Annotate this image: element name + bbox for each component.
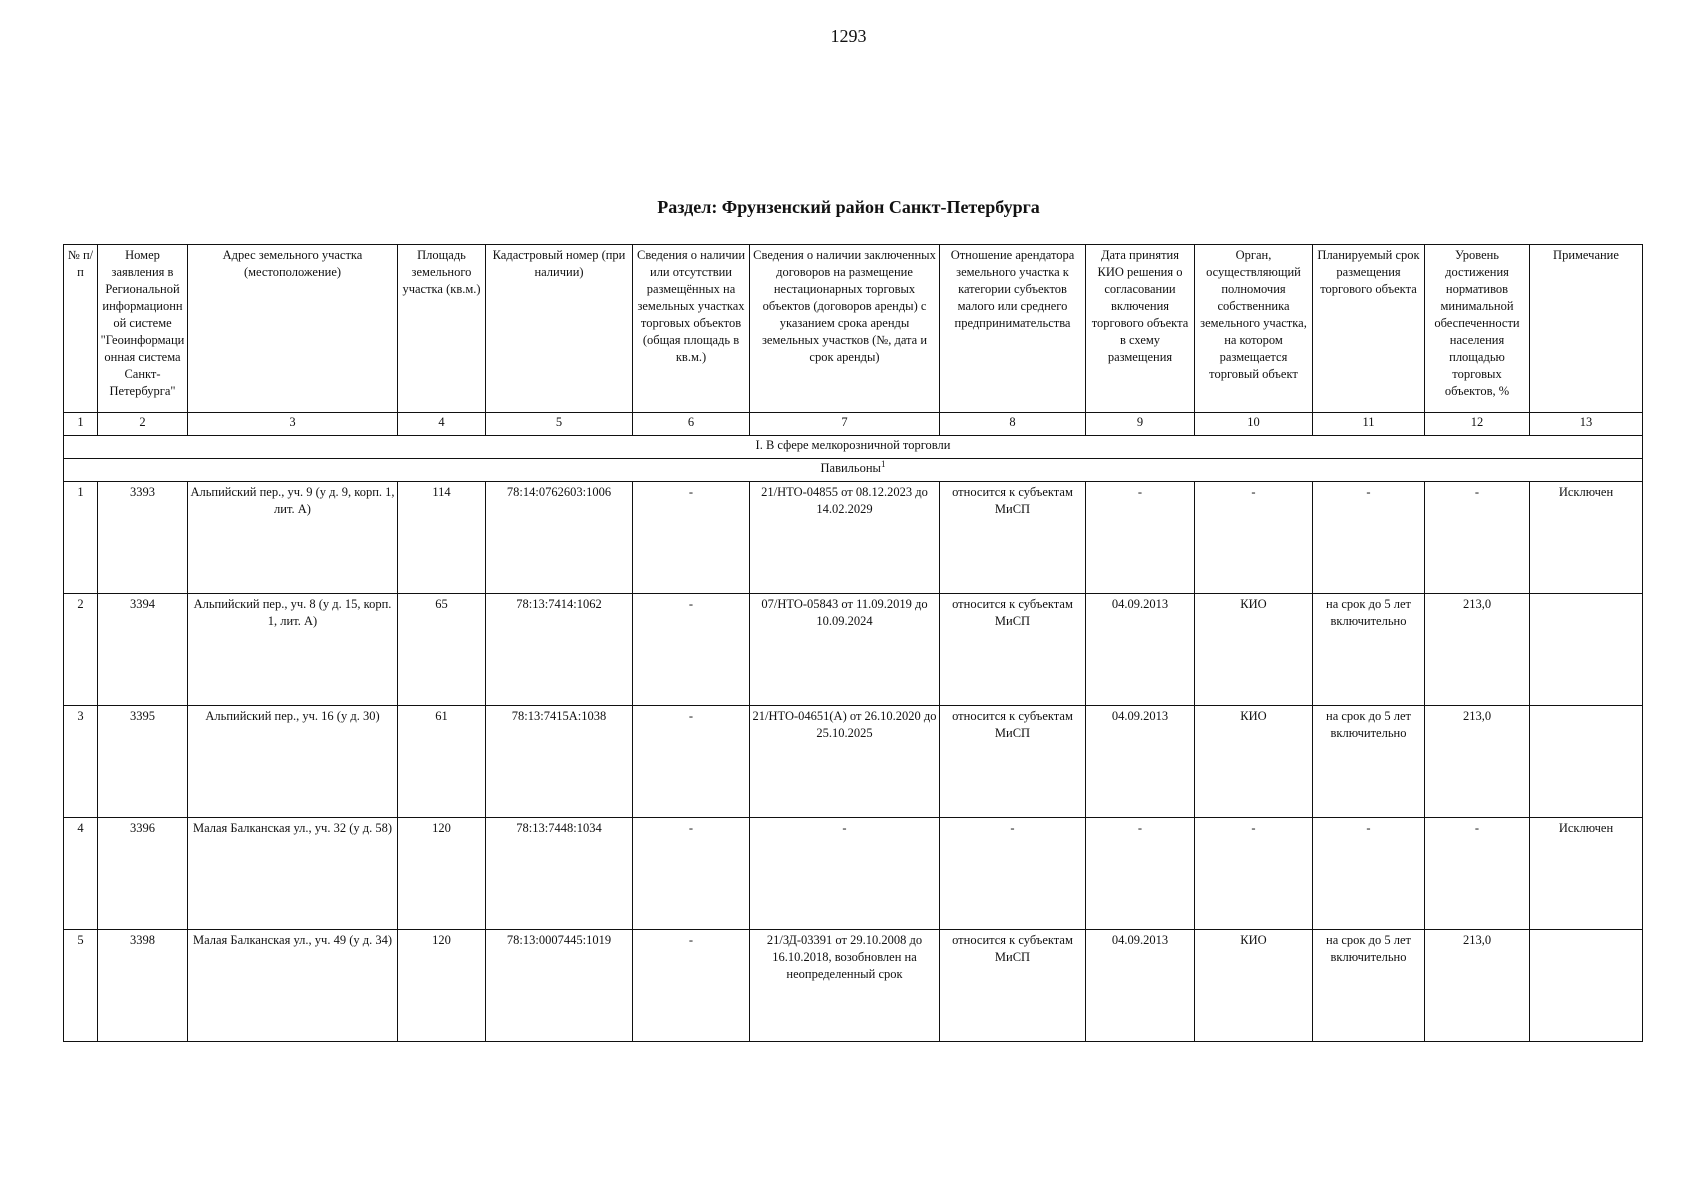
column-number: 12 bbox=[1425, 413, 1530, 436]
column-number: 7 bbox=[750, 413, 940, 436]
cell-note bbox=[1530, 706, 1643, 818]
cell-authority: КИО bbox=[1195, 594, 1313, 706]
cell-address: Малая Балканская ул., уч. 32 (у д. 58) bbox=[188, 818, 398, 930]
cell-provision-level: - bbox=[1425, 482, 1530, 594]
cell-approval-date: 04.09.2013 bbox=[1086, 594, 1195, 706]
header-row bbox=[64, 245, 1643, 413]
subcategory-cell bbox=[64, 459, 1643, 482]
cell-placement-term: - bbox=[1313, 818, 1425, 930]
cell-cadastral-number: 78:13:7414:1062 bbox=[486, 594, 633, 706]
column-number: 4 bbox=[398, 413, 486, 436]
header-cell: Номер заявления в Региональной информационной системе "Геоинформационная система Санкт-Петербурга" bbox=[98, 245, 188, 413]
cell-contract-info: - bbox=[750, 818, 940, 930]
cell-provision-level: - bbox=[1425, 818, 1530, 930]
column-number: 9 bbox=[1086, 413, 1195, 436]
cell-contract-info: 07/НТО-05843 от 11.09.2019 до 10.09.2024 bbox=[750, 594, 940, 706]
header-cell: Уровень достижения нормативов минимальной обеспеченности населения площадью торговых объектов, % bbox=[1425, 245, 1530, 413]
table-row bbox=[64, 818, 1643, 930]
cell-cadastral-number: 78:13:0007445:1019 bbox=[486, 930, 633, 1042]
header-cell: Сведения о наличии или отсутствии размещённых на земельных участках торговых объектов (общая площадь в кв.м.) bbox=[633, 245, 750, 413]
cell-application-number: 3394 bbox=[98, 594, 188, 706]
column-number: 5 bbox=[486, 413, 633, 436]
cell-provision-level: 213,0 bbox=[1425, 594, 1530, 706]
trade-objects-table bbox=[63, 244, 1643, 1042]
cell-application-number: 3396 bbox=[98, 818, 188, 930]
page-number: 1293 bbox=[830, 26, 867, 46]
footnote-marker: 1 bbox=[880, 458, 886, 469]
category-title: I. В сфере мелкорозничной торговли bbox=[64, 436, 1643, 459]
cell-contract-info: 21/НТО-04651(А) от 26.10.2020 до 25.10.2025 bbox=[750, 706, 940, 818]
header-cell: Орган, осуществляющий полномочия собственника земельного участка, на котором размещается торговый объект bbox=[1195, 245, 1313, 413]
cell-sme-status: - bbox=[940, 818, 1086, 930]
cell-placement-term: на срок до 5 лет включительно bbox=[1313, 594, 1425, 706]
header-cell: Планируемый срок размещения торгового объекта bbox=[1313, 245, 1425, 413]
cell-row-number: 5 bbox=[64, 930, 98, 1042]
cell-approval-date: - bbox=[1086, 482, 1195, 594]
column-number: 2 bbox=[98, 413, 188, 436]
cell-application-number: 3393 bbox=[98, 482, 188, 594]
cell-placement-term: на срок до 5 лет включительно bbox=[1313, 706, 1425, 818]
column-number: 10 bbox=[1195, 413, 1313, 436]
cell-row-number: 3 bbox=[64, 706, 98, 818]
cell-sme-status: относится к субъектам МиСП bbox=[940, 930, 1086, 1042]
cell-note: Исключен bbox=[1530, 482, 1643, 594]
cell-note bbox=[1530, 594, 1643, 706]
cell-authority: КИО bbox=[1195, 930, 1313, 1042]
cell-note bbox=[1530, 930, 1643, 1042]
table-row bbox=[64, 706, 1643, 818]
cell-objects-info: - bbox=[633, 930, 750, 1042]
subcategory-title: Павильоны bbox=[820, 461, 881, 475]
cell-address: Альпийский пер., уч. 16 (у д. 30) bbox=[188, 706, 398, 818]
cell-land-area: 120 bbox=[398, 930, 486, 1042]
header-cell: Площадь земельного участка (кв.м.) bbox=[398, 245, 486, 413]
cell-approval-date: 04.09.2013 bbox=[1086, 706, 1195, 818]
cell-address: Альпийский пер., уч. 8 (у д. 15, корп. 1, лит. А) bbox=[188, 594, 398, 706]
header-cell: Отношение арендатора земельного участка к категории субъектов малого или среднего предпринимательства bbox=[940, 245, 1086, 413]
column-number: 11 bbox=[1313, 413, 1425, 436]
subcategory-row bbox=[64, 459, 1643, 482]
cell-approval-date: - bbox=[1086, 818, 1195, 930]
column-number: 6 bbox=[633, 413, 750, 436]
section-title: Раздел: Фрунзенский район Санкт-Петербурга bbox=[657, 197, 1040, 217]
cell-authority: КИО bbox=[1195, 706, 1313, 818]
cell-application-number: 3398 bbox=[98, 930, 188, 1042]
table-row bbox=[64, 482, 1643, 594]
cell-land-area: 61 bbox=[398, 706, 486, 818]
header-cell: Кадастровый номер (при наличии) bbox=[486, 245, 633, 413]
cell-authority: - bbox=[1195, 818, 1313, 930]
cell-row-number: 4 bbox=[64, 818, 98, 930]
cell-sme-status: относится к субъектам МиСП bbox=[940, 594, 1086, 706]
cell-cadastral-number: 78:13:7448:1034 bbox=[486, 818, 633, 930]
cell-land-area: 120 bbox=[398, 818, 486, 930]
cell-contract-info: 21/ЗД-03391 от 29.10.2008 до 16.10.2018, возобновлен на неопределенный срок bbox=[750, 930, 940, 1042]
data-rows bbox=[64, 482, 1643, 1042]
cell-sme-status: относится к субъектам МиСП bbox=[940, 482, 1086, 594]
cell-objects-info: - bbox=[633, 818, 750, 930]
cell-objects-info: - bbox=[633, 706, 750, 818]
cell-address: Малая Балканская ул., уч. 49 (у д. 34) bbox=[188, 930, 398, 1042]
cell-land-area: 114 bbox=[398, 482, 486, 594]
table-row bbox=[64, 594, 1643, 706]
cell-address: Альпийский пер., уч. 9 (у д. 9, корп. 1, лит. А) bbox=[188, 482, 398, 594]
header-cell: Примечание bbox=[1530, 245, 1643, 413]
cell-objects-info: - bbox=[633, 594, 750, 706]
column-number-row bbox=[64, 413, 1643, 436]
cell-provision-level: 213,0 bbox=[1425, 706, 1530, 818]
header-cell: Адрес земельного участка (местоположение) bbox=[188, 245, 398, 413]
cell-cadastral-number: 78:13:7415А:1038 bbox=[486, 706, 633, 818]
cell-approval-date: 04.09.2013 bbox=[1086, 930, 1195, 1042]
cell-application-number: 3395 bbox=[98, 706, 188, 818]
cell-note: Исключен bbox=[1530, 818, 1643, 930]
header-cell: Сведения о наличии заключенных договоров на размещение нестационарных торговых объектов (договоров аренды) с указанием срока аренды земельных участков (№, дата и срок аренды) bbox=[750, 245, 940, 413]
column-number: 13 bbox=[1530, 413, 1643, 436]
header-cell: Дата принятия КИО решения о согласовании включения торгового объекта в схему размещения bbox=[1086, 245, 1195, 413]
table-row bbox=[64, 930, 1643, 1042]
cell-row-number: 1 bbox=[64, 482, 98, 594]
cell-objects-info: - bbox=[633, 482, 750, 594]
column-number: 3 bbox=[188, 413, 398, 436]
header-cell: № п/п bbox=[64, 245, 98, 413]
cell-placement-term: на срок до 5 лет включительно bbox=[1313, 930, 1425, 1042]
cell-land-area: 65 bbox=[398, 594, 486, 706]
cell-placement-term: - bbox=[1313, 482, 1425, 594]
cell-contract-info: 21/НТО-04855 от 08.12.2023 до 14.02.2029 bbox=[750, 482, 940, 594]
column-number: 1 bbox=[64, 413, 98, 436]
cell-row-number: 2 bbox=[64, 594, 98, 706]
cell-sme-status: относится к субъектам МиСП bbox=[940, 706, 1086, 818]
cell-provision-level: 213,0 bbox=[1425, 930, 1530, 1042]
cell-authority: - bbox=[1195, 482, 1313, 594]
category-row bbox=[64, 436, 1643, 459]
cell-cadastral-number: 78:14:0762603:1006 bbox=[486, 482, 633, 594]
column-number: 8 bbox=[940, 413, 1086, 436]
